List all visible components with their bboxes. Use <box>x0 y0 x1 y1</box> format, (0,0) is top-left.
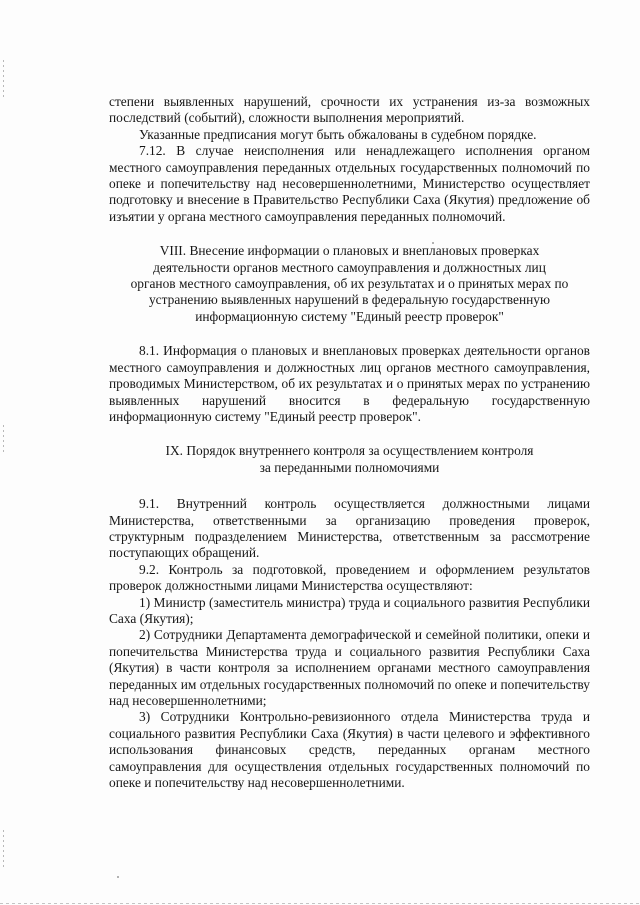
heading-line: VIII. Внесение информации о плановых и внеплановых проверках <box>159 243 540 259</box>
scan-edge-mark <box>3 60 4 100</box>
paragraph-7-12: 7.12. В случае неисполнения или ненадлежащего исполнения органом местного самоуправления переданных отдельных государственных полномочий по опеке и попечительству над несовершеннолетними, Министерство осуществляет подготовку и внесение в Правительство Республики Саха (Якутия) предложение об изъятии у органа местного самоуправления переданных полномочий. <box>109 143 590 224</box>
list-item-3: 3) Сотрудники Контрольно-ревизионного отдела Министерства труда и социального развития Республики Саха (Якутия) в части целевого и эффективного использования финансовых средств, переданных органам местного самоуправления для осуществления отдельных государственных полномочий по опеке и попечительству над несовершеннолетними. <box>109 709 590 791</box>
heading-line: устранению выявленных нарушений в федеральную государственную <box>148 292 551 308</box>
paragraph-9-1: 9.1. Внутренний контроль осуществляется должностными лицами Министерства, ответственными за организацию проведения проверок, структурным подразделением Министерства, ответственным за рассмотрение поступающих обращений. <box>109 496 590 561</box>
list-item-2: 2) Сотрудники Департамента демографической и семейной политики, опеки и попечительства Министерства труда и социального развития Республики Саха (Якутия) в части контроля за исполнением органами местного самоуправления переданных им отдельных государственных полномочий по опеке и попечительству над несовершеннолетними; <box>109 627 590 708</box>
section-9-heading <box>109 443 590 476</box>
scan-edge-mark <box>3 830 4 870</box>
heading-line: информационную систему "Единый реестр проверок" <box>195 308 504 324</box>
heading-line: за переданными полномочиями <box>259 459 440 475</box>
section-8-heading <box>109 243 590 325</box>
heading-line: органов местного самоуправления, об их результатах и о принятых мерах по <box>130 276 569 292</box>
paragraph-9-2: 9.2. Контроль за подготовкой, проведением и оформлением результатов проверок должностными лицами Министерства осуществляют: <box>109 561 590 594</box>
document-body <box>109 94 590 791</box>
heading-line: IX. Порядок внутреннего контроля за осуществлением контроля <box>165 443 534 459</box>
scan-bottom-edge <box>0 903 640 904</box>
scan-edge-mark <box>3 425 4 455</box>
list-item-1: 1) Министр (заместитель министра) труда и социального развития Республики Саха (Якутия); <box>109 594 590 626</box>
heading-line: деятельности органов местного самоуправления и должностных лиц <box>153 259 546 275</box>
scan-speck <box>117 876 119 878</box>
paragraph-appeal-note: Указанные предписания могут быть обжалованы в судебном порядке. <box>139 126 537 142</box>
paragraph-8-1: 8.1. Информация о плановых и внеплановых проверках деятельности органов местного самоуправления и должностных лиц органов местного самоуправления, проводимых Министерством, об их результатах и о принятых мерах по устранению выявленных нарушений вносится в федеральную государственную информационную систему "Единый реестр проверок". <box>109 343 590 424</box>
paragraph-continuation: степени выявленных нарушений, срочности их устранения из-за возможных последствий (событий), сложности выполнения мероприятий. <box>109 94 590 126</box>
